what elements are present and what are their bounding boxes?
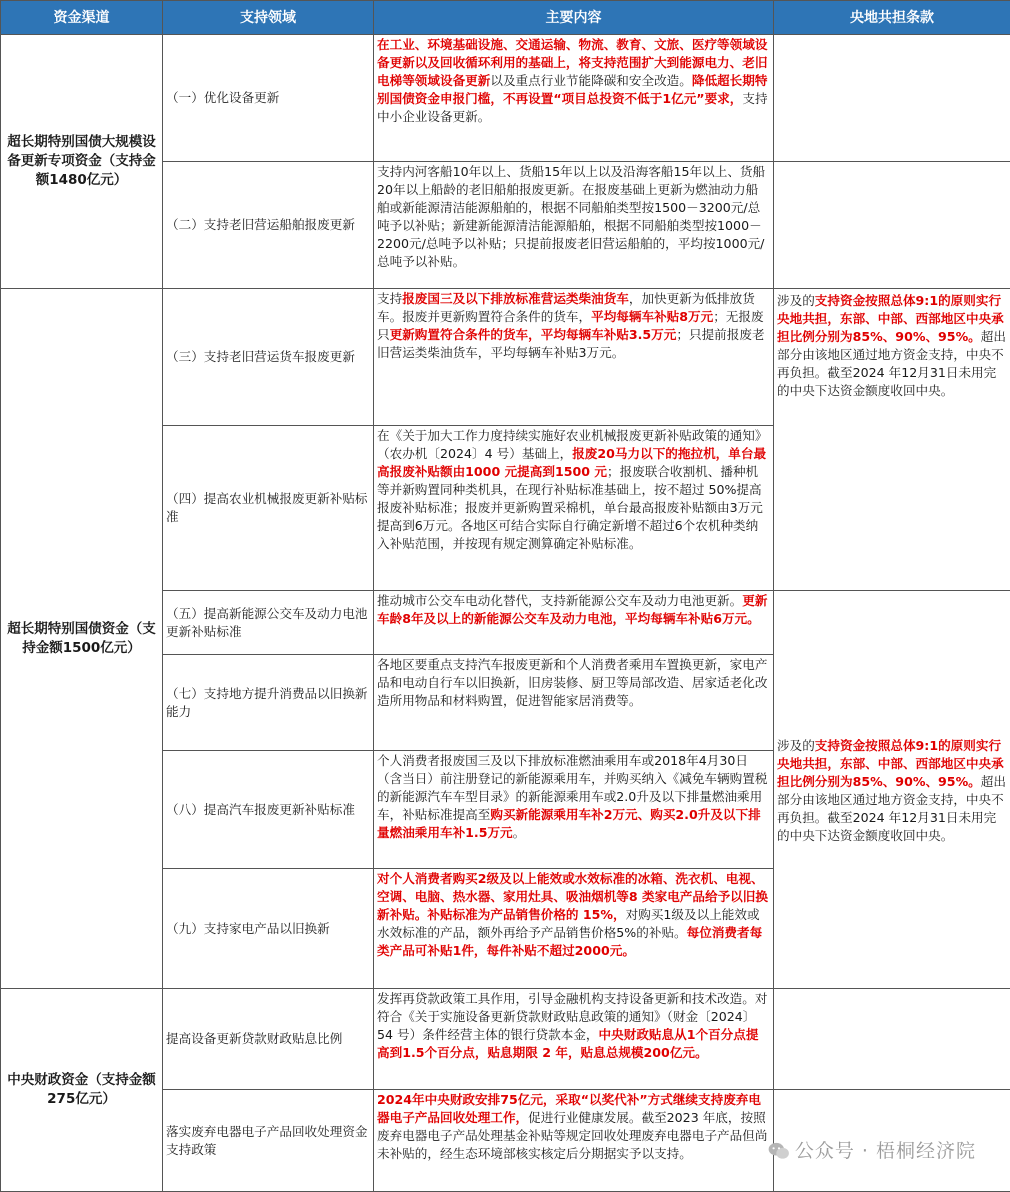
table-row <box>1 35 1010 162</box>
content-cell <box>374 1090 774 1192</box>
highlight-text: 对个人消费者购买2级及以上能效或水效标准的冰箱、洗衣机、电视、空调、电脑、热水器、家用灶具、吸油烟机等8 类家电产品给予以旧换新补贴。补贴标准为产品销售价格的 15%， <box>377 871 768 922</box>
cost-terms-cell <box>774 591 1010 989</box>
area-cell: （一）优化设备更新 <box>163 35 374 162</box>
channel-cell: 超长期特别国债大规模设备更新专项资金（支持金额1480亿元） <box>1 35 163 289</box>
area-cell: （九）支持家电产品以旧换新 <box>163 869 374 989</box>
body-text: 促进行业健康发展。截至2023 年底，按照废弃电器电子产品处理基金补贴等规定回收处理废弃电器电子产品但尚未补贴的，经生态环境部核实核定后分期据实予以支持。 <box>377 1110 767 1161</box>
body-text: 。 <box>513 825 526 840</box>
body-text: 个人消费者报废国三及以下排放标准燃油乘用车或2018年4月30日（含当日）前注册登记的新能源乘用车，并购买纳入《减免车辆购置税的新能源汽车车型目录》的新能源乘用车或2.0升及以下排量燃油乘用车，补贴标准提高至 <box>377 753 767 822</box>
highlight-text: 中央财政贴息从1个百分点提高到1.5个百分点，贴息期限 2 年，贴息总规模200亿元。 <box>377 1027 758 1060</box>
content-cell <box>374 989 774 1090</box>
header-row <box>1 1 1010 35</box>
body-text: ；只提前报废老旧营运类柴油货车，平均每辆车补贴3万元。 <box>377 327 765 360</box>
cost-cell-empty <box>774 989 1010 1090</box>
content-cell <box>374 162 774 289</box>
highlight-text: 报废20马力以下的拖拉机，单台最高报废补贴额由1000 元提高到1500 元 <box>377 446 766 479</box>
highlight-text: 降低超长期特别国债资金申报门槛，不再设置“项目总投资不低于1亿元”要求， <box>377 73 767 106</box>
body-text: ；报废联合收割机、播种机等并新购置同种类机具，在现行补贴标准基础上，按不超过 50%提高报废补贴标准；报废并更新购置采棉机，单台最高报废补贴额由3万元提高到6万元。各地区可结合实际自行确定新增不超过6个农机种类纳入补贴范围，并按现有规定测算确定补贴标准。 <box>377 464 763 551</box>
content-cell <box>374 289 774 426</box>
cost-cell-empty <box>774 35 1010 162</box>
content-cell <box>374 591 774 655</box>
content-cell <box>374 655 774 751</box>
area-cell: （四）提高农业机械报废更新补贴标准 <box>163 426 374 591</box>
body-text: ，加快更新为低排放货车。报废并更新购置符合条件的货车， <box>377 291 755 324</box>
area-cell: （七）支持地方提升消费品以旧换新能力 <box>163 655 374 751</box>
area-cell: （二）支持老旧营运船舶报废更新 <box>163 162 374 289</box>
header-content: 主要内容 <box>374 1 774 35</box>
content-cell <box>374 751 774 869</box>
body-text: 超出部分由该地区通过地方资金支持，中央不再负担。截至2024 年12月31日未用完的中央下达资金额度收回中央。 <box>777 329 1006 398</box>
body-text: 以及重点行业节能降碳和安全改造。 <box>490 73 692 88</box>
cost-cell-empty <box>774 162 1010 289</box>
body-text: ；无报废只 <box>377 309 764 342</box>
wechat-icon <box>768 1142 790 1160</box>
body-text: 支持内河客船10年以上、货船15年以上以及沿海客船15年以上、货船20年以上船龄的老旧船舶报废更新。在报废基础上更新为燃油动力船舶或新能源清洁能源船舶的，根据不同船舶类型按1500－3200元/总吨予以补贴；新建新能源清洁能源船舶，根据不同船舶类型按1000－2200元/总吨予以补贴；只提前报废老旧营运船舶的，平均按1000元/总吨予以补贴。 <box>377 164 765 269</box>
content-cell <box>374 869 774 989</box>
channel-cell: 中央财政资金（支持金额275亿元） <box>1 989 163 1192</box>
body-text: 发挥再贷款政策工具作用，引导金融机构支持设备更新和技术改造。对符合《关于实施设备更新贷款财政贴息政策的通知》（财金〔2024〕54 号）条件经营主体的银行贷款本金， <box>377 991 767 1042</box>
highlight-text: 2024年中央财政安排75亿元，采取“以奖代补”方式继续支持废弃电器电子产品回收处理工作， <box>377 1092 761 1125</box>
highlight-text: 支持资金按照总体9:1的原则实行央地共担，东部、中部、西部地区中央承担比例分别为85%、90%、95%。 <box>777 293 1004 344</box>
header-area: 支持领域 <box>163 1 374 35</box>
cost-terms-cell <box>774 289 1010 591</box>
highlight-text: 在工业、环境基础设施、交通运输、物流、教育、文旅、医疗等领域设备更新以及回收循环利用的基础上，将支持范围扩大到能源电力、老旧电梯等领域设备更新 <box>377 37 767 88</box>
highlight-text: 平均每辆车补贴8万元 <box>591 309 713 324</box>
area-cell: 提高设备更新贷款财政贴息比例 <box>163 989 374 1090</box>
body-text: 在《关于加大工作力度持续实施好农业机械报废更新补贴政策的通知》（农办机〔2024〕4 号）基础上， <box>377 428 767 461</box>
body-text: 对购买1级及以上能效或水效标准的产品，额外再给予产品销售价格5%的补贴。 <box>377 907 760 940</box>
table-row <box>1 289 1010 426</box>
body-text: 支持 <box>377 291 402 306</box>
area-cell: （三）支持老旧营运货车报废更新 <box>163 289 374 426</box>
area-cell: 落实废弃电器电子产品回收处理资金支持政策 <box>163 1090 374 1192</box>
table-row <box>1 989 1010 1090</box>
body-text: 支持中小企业设备更新。 <box>377 91 768 124</box>
watermark <box>768 1136 976 1163</box>
header-cost: 央地共担条款 <box>774 1 1010 35</box>
area-cell: （八）提高汽车报废更新补贴标准 <box>163 751 374 869</box>
area-cell: （五）提高新能源公交车及动力电池更新补贴标准 <box>163 591 374 655</box>
highlight-text: 购买新能源乘用车补2万元、购买2.0升及以下排量燃油乘用车补1.5万元 <box>377 807 761 840</box>
highlight-text: 更新车龄8年及以上的新能源公交车及动力电池，平均每辆车补贴6万元。 <box>377 593 767 626</box>
watermark-text: 公众号 · 梧桐经济院 <box>795 1140 976 1162</box>
highlight-text: 每位消费者每类产品可补贴1件，每件补贴不超过2000元。 <box>377 925 762 958</box>
highlight-text: 报废国三及以下排放标准营运类柴油货车 <box>402 291 629 306</box>
content-cell <box>374 35 774 162</box>
highlight-text: 支持资金按照总体9:1的原则实行央地共担，东部、中部、西部地区中央承担比例分别为85%、90%、95%。 <box>777 738 1004 789</box>
body-text: 涉及的 <box>777 293 815 308</box>
channel-cell: 超长期特别国债资金（支持金额1500亿元） <box>1 289 163 989</box>
body-text: 涉及的 <box>777 738 815 753</box>
body-text: 各地区要重点支持汽车报废更新和个人消费者乘用车置换更新，家电产品和电动自行车以旧换新，旧房装修、厨卫等局部改造、居家适老化改造所用物品和材料购置，促进智能家居消费等。 <box>377 657 767 708</box>
content-cell <box>374 426 774 591</box>
body-text: 超出部分由该地区通过地方资金支持，中央不再负担。截至2024 年12月31日未用完的中央下达资金额度收回中央。 <box>777 774 1006 843</box>
highlight-text: 更新购置符合条件的货车，平均每辆车补贴3.5万元 <box>390 327 677 342</box>
header-channel: 资金渠道 <box>1 1 163 35</box>
body-text: 推动城市公交车电动化替代，支持新能源公交车及动力电池更新。 <box>377 593 742 608</box>
